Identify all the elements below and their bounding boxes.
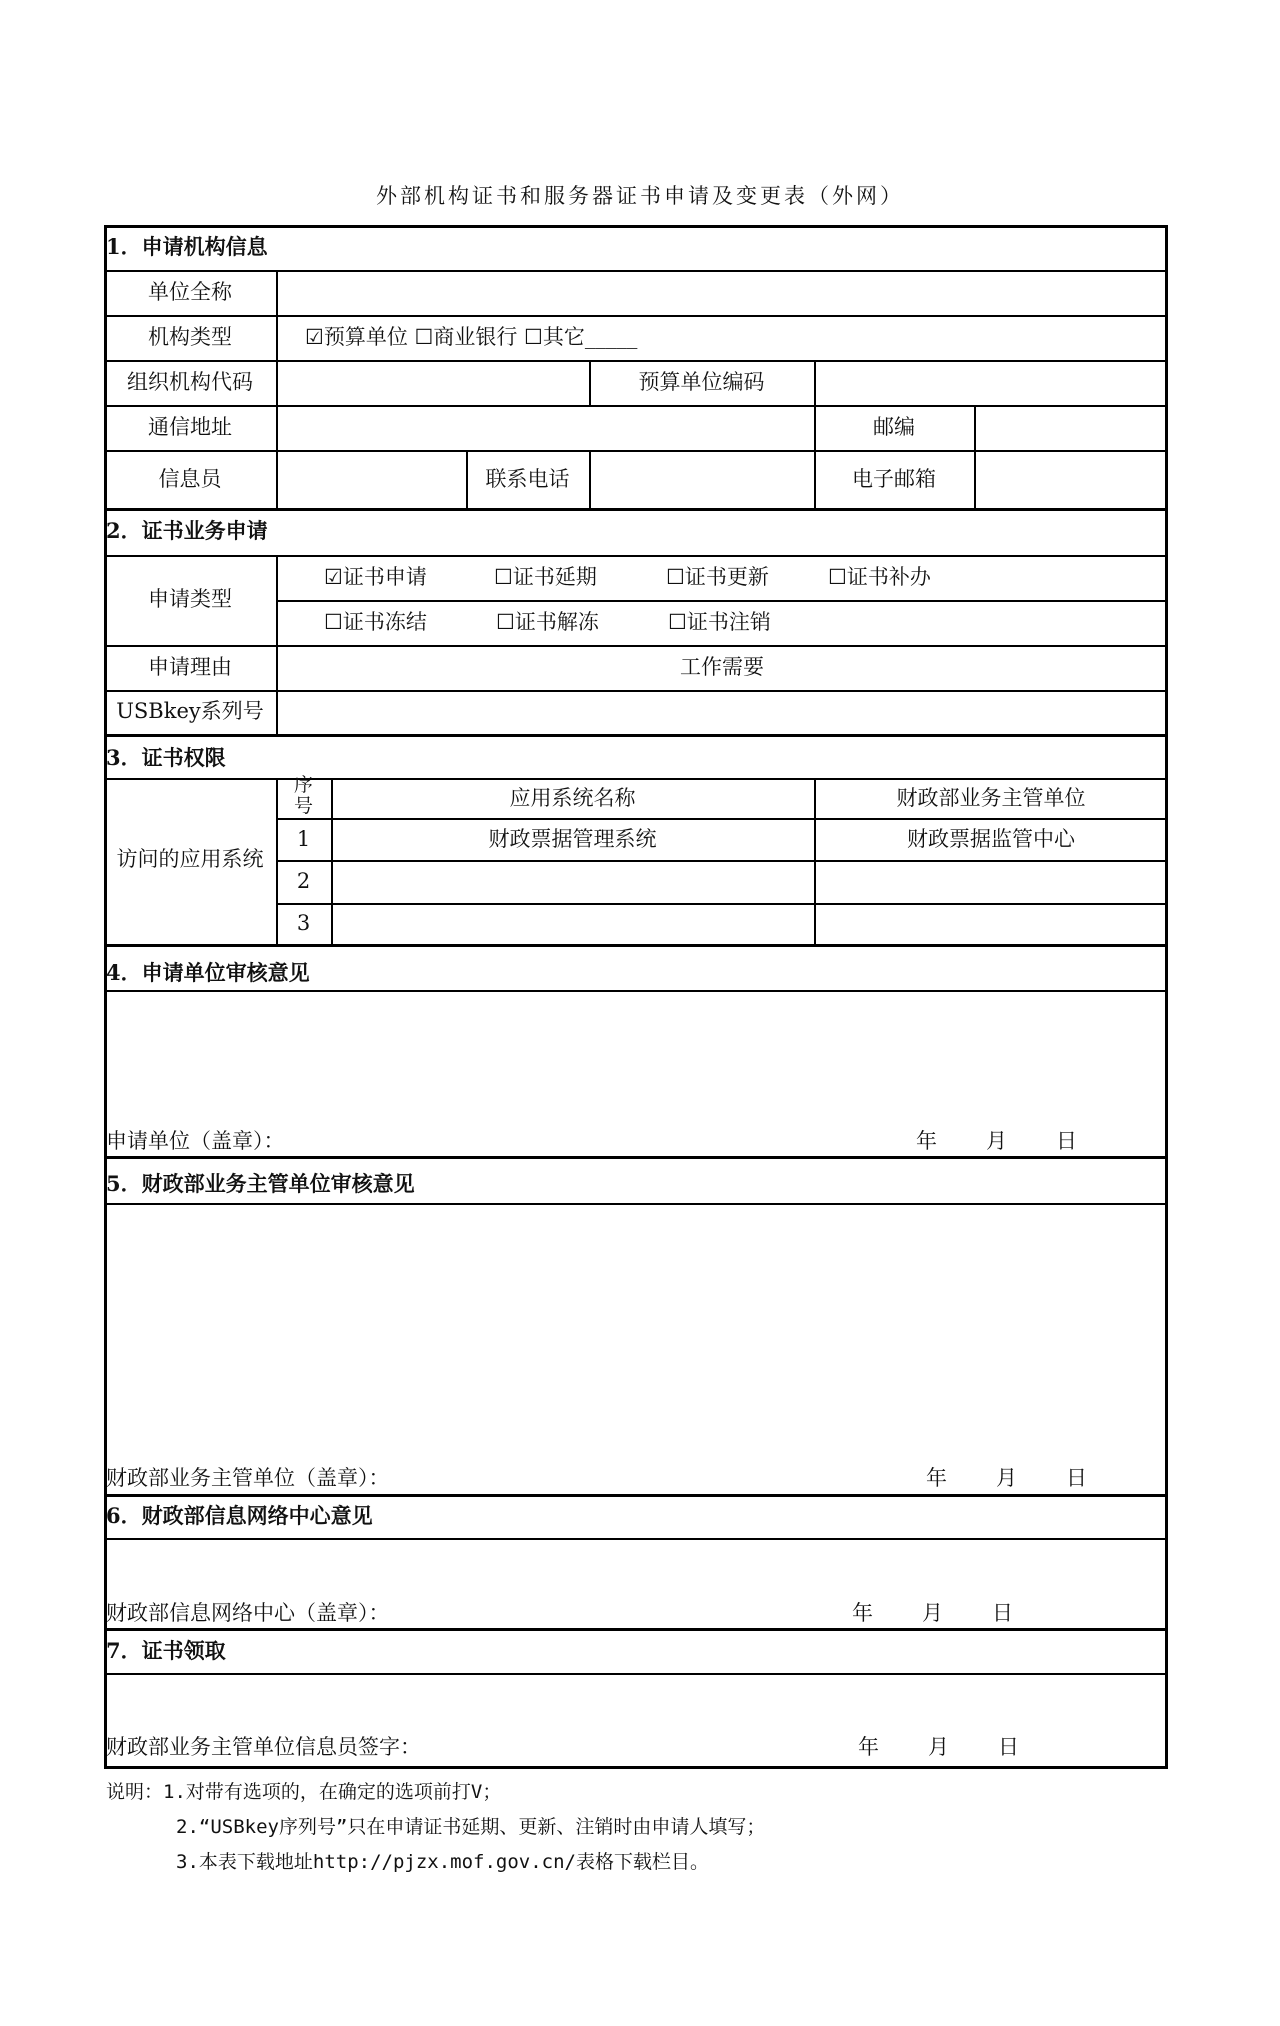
note-line-2: 2.“USBkey序列号”只在申请证书延期、更新、注销时由申请人填写； [176, 1816, 766, 1838]
section6-day: 日 [992, 1601, 1013, 1625]
section6-month: 月 [922, 1601, 943, 1625]
row-system: 财政票据管理系统 [488, 827, 657, 851]
row-seq: 2 [296, 869, 311, 893]
option-cert-revoke[interactable]: ☐证书注销 [668, 610, 771, 634]
section4-heading: 4．申请单位审核意见 [106, 960, 310, 985]
section5-heading: 5．财政部业务主管单位审核意见 [106, 1171, 415, 1196]
section5-sign-label: 财政部业务主管单位（盖章）： [106, 1466, 390, 1490]
org-type-label: 机构类型 [148, 325, 232, 349]
col-seq-bottom: 号 [293, 795, 313, 817]
postcode-label: 邮编 [873, 415, 915, 439]
option-cert-extend[interactable]: ☐证书延期 [494, 565, 597, 589]
phone-label: 联系电话 [485, 467, 570, 491]
section1-heading: 1．申请机构信息 [106, 234, 268, 259]
row-seq: 1 [296, 827, 311, 851]
usbkey-label: USBkey系列号 [116, 699, 264, 723]
option-cert-update[interactable]: ☐证书更新 [666, 565, 769, 589]
info-officer-label: 信息员 [158, 467, 222, 491]
section5-day: 日 [1066, 1466, 1087, 1490]
section4-year: 年 [916, 1129, 937, 1153]
row-unit: 财政票据监管中心 [907, 827, 1075, 851]
page-title: 外部机构证书和服务器证书申请及变更表（外网） [376, 184, 904, 208]
section6-year: 年 [852, 1601, 873, 1625]
col-seq-top: 序 [293, 774, 313, 796]
unit-full-name-label: 单位全称 [148, 280, 232, 304]
section7-month: 月 [928, 1735, 949, 1759]
reason-label: 申请理由 [148, 655, 232, 679]
option-cert-freeze[interactable]: ☐证书冻结 [324, 610, 427, 634]
access-systems-label: 访问的应用系统 [116, 847, 264, 871]
section7-sign-label: 财政部业务主管单位信息员签字： [106, 1735, 421, 1759]
section4-month: 月 [986, 1129, 1007, 1153]
note-line-3: 3.本表下载地址http://pjzx.mof.gov.cn/表格下载栏目。 [176, 1851, 709, 1873]
section7-day: 日 [998, 1735, 1019, 1759]
option-cert-reissue[interactable]: ☐证书补办 [828, 565, 931, 589]
org-code-label: 组织机构代码 [127, 370, 253, 394]
note-line-1: 说明：1.对带有选项的，在确定的选项前打V； [106, 1781, 502, 1803]
reason-value: 工作需要 [680, 655, 764, 679]
option-cert-apply[interactable]: ☑证书申请 [324, 565, 427, 589]
section4-sign-label: 申请单位（盖章）： [106, 1129, 285, 1153]
email-label: 电子邮箱 [852, 467, 936, 491]
budget-code-label: 预算单位编码 [638, 370, 765, 394]
option-cert-unfreeze[interactable]: ☐证书解冻 [496, 610, 599, 634]
section6-sign-label: 财政部信息网络中心（盖章）： [106, 1601, 390, 1625]
apply-type-label: 申请类型 [148, 587, 232, 611]
section4-day: 日 [1056, 1129, 1077, 1153]
section7-heading: 7．证书领取 [106, 1638, 226, 1663]
section2-heading: 2．证书业务申请 [106, 518, 268, 543]
section7-year: 年 [858, 1735, 879, 1759]
section5-year: 年 [926, 1466, 947, 1490]
address-label: 通信地址 [148, 415, 232, 439]
section6-heading: 6．财政部信息网络中心意见 [106, 1503, 373, 1528]
org-type-options[interactable]: ☑预算单位 ☐商业银行 ☐其它_____ [305, 325, 638, 349]
col-system-header: 应用系统名称 [509, 786, 636, 810]
section5-month: 月 [996, 1466, 1017, 1490]
row-seq: 3 [296, 911, 311, 935]
section3-heading: 3．证书权限 [106, 745, 226, 770]
col-unit-header: 财政部业务主管单位 [896, 786, 1086, 810]
